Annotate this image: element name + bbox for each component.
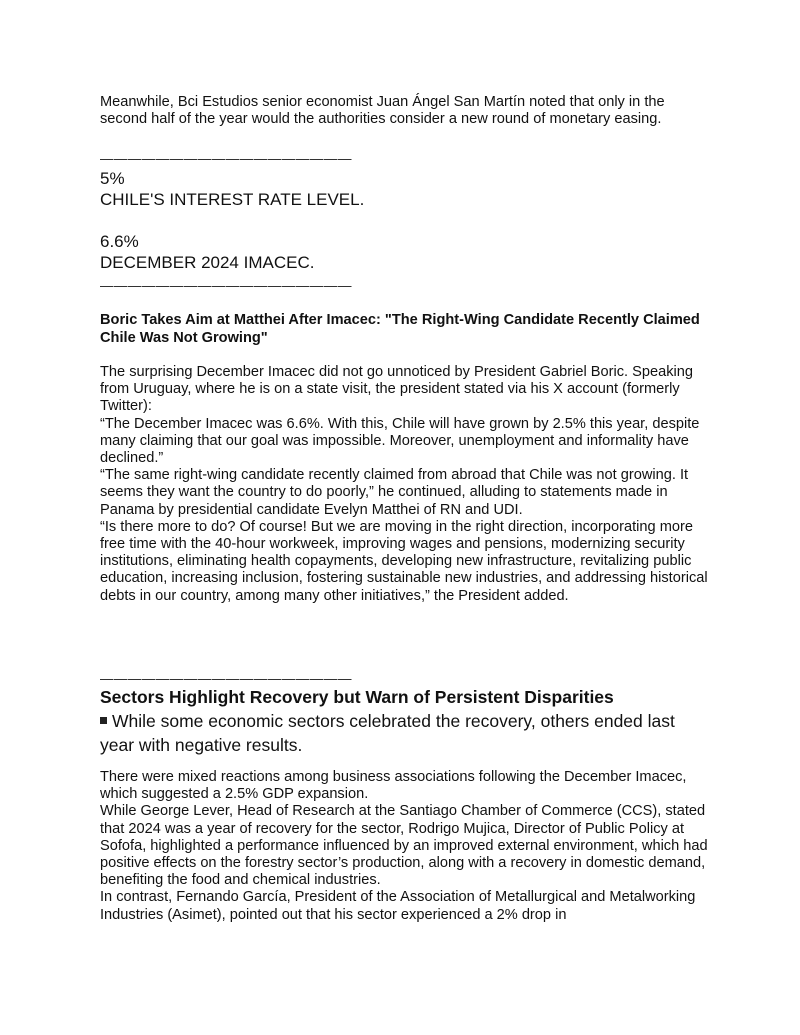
article2-body xyxy=(100,769,710,924)
stats-block xyxy=(100,168,364,273)
stat-label-imacec: DECEMBER 2024 IMACEC. xyxy=(100,253,315,272)
square-bullet-icon xyxy=(100,717,107,724)
divider-section: —————————————————— xyxy=(100,671,352,686)
stat-value-imacec: 6.6% xyxy=(100,232,139,251)
article1-paragraph: “Is there more to do? Of course! But we are moving in the right direction, incorporating more free time with the 40-hour workweek, improving wages and pensions, modernizing security institutions, eliminating health copayments, developing new infrastructure, revitalizing public education, increasing inclusion, fostering sustainable new industries, and addressing historical debts in our country, among many other initiatives,” the President added. xyxy=(100,518,708,604)
article2-lede xyxy=(100,709,710,757)
article2-paragraph: While George Lever, Head of Research at the Santiago Chamber of Commerce (CCS), stated that 2024 was a year of recovery for the sector, Rodrigo Mujica, Director of Public Policy at Sofofa, highlighted a performance influenced by an improved external environment, which had positive effects on the forestry sector’s production, along with a recovery in domestic demand, benefiting the food and chemical industries. xyxy=(100,803,708,889)
article1-paragraph: “The same right-wing candidate recently claimed from abroad that Chile was not growing. It seems they want the country to do poorly,” he continued, alluding to statements made in Panama by presidential candidate Evelyn Matthei of RN and UDI. xyxy=(100,467,689,518)
article1-paragraph: “The December Imacec was 6.6%. With this, Chile will have grown by 2.5% this year, despite many claiming that our goal was impossible. Moreover, unemployment and informality have declined.” xyxy=(100,415,700,467)
article2-lede-text: While some economic sectors celebrated the recovery, others ended last year with negative results. xyxy=(100,711,675,755)
article2-paragraph: In contrast, Fernando García, President of the Association of Metallurgical and Metalworking Industries (Asimet), pointed out that his sector experienced a 2% drop in xyxy=(100,889,696,923)
stat-value-interest-rate: 5% xyxy=(100,169,125,188)
article1-paragraph: The surprising December Imacec did not go unnoticed by President Gabriel Boric. Speaking from Uruguay, where he is on a state visit, the president stated via his X account (formerly Twitter): xyxy=(100,364,693,415)
divider-top: —————————————————— xyxy=(100,151,352,166)
article2-paragraph: There were mixed reactions among business associations following the December Imacec, which suggested a 2.5% GDP expansion. xyxy=(100,769,687,803)
article2-heading: Sectors Highlight Recovery but Warn of Persistent Disparities xyxy=(100,687,614,707)
stat-label-interest-rate: CHILE'S INTEREST RATE LEVEL. xyxy=(100,190,365,209)
article1-body xyxy=(100,364,710,605)
intro-paragraph: Meanwhile, Bci Estudios senior economist Juan Ángel San Martín noted that only in the second half of the year would the authorities consider a new round of monetary easing. xyxy=(100,94,665,128)
divider-stats-bottom: —————————————————— xyxy=(100,278,352,293)
article1-heading: Boric Takes Aim at Matthei After Imacec: "The Right-Wing Candidate Recently Claimed Chile Was Not Growing" xyxy=(100,312,700,346)
